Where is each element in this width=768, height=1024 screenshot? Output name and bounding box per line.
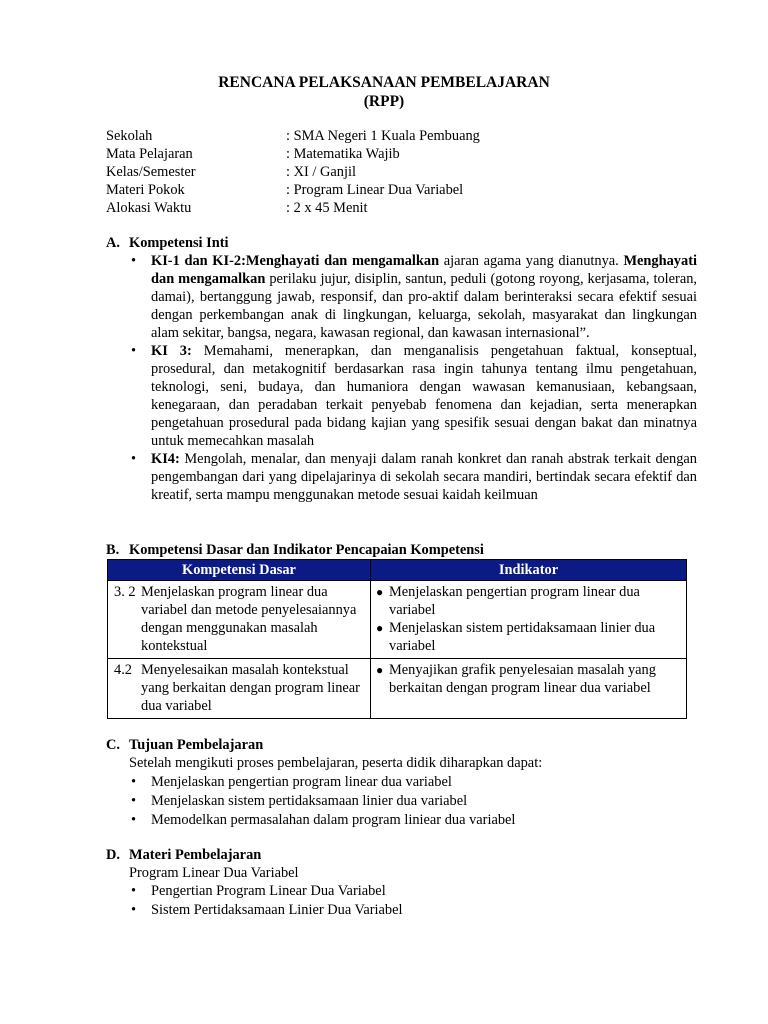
section-d-heading — [106, 846, 261, 864]
list-item-text: Memodelkan permasalahan dalam program liniear dua variabel — [151, 812, 516, 828]
ki-text: Memahami, menerapkan, dan menganalisis pengetahuan faktual, konseptual, prosedural, dan metakognitif berdasarkan rasa ingin tahunya tentang ilmu pengetahuan, teknologi, seni, budaya, dan humaniora dengan wawasan kemanusiaan, kebangsaan, kenegaraan, dan peradaban terkait penyebab fenomena dan kejadian, serta menerapkan pengetahuan prosedural pada bidang kajian yang spesifik sesuai dengan bakat dan minatnya untuk memecahkan masalah — [151, 343, 697, 449]
bullet-icon: • — [131, 812, 137, 828]
bullet-icon: • — [131, 774, 137, 790]
column-header-kompetensi-dasar: Kompetensi Dasar — [108, 560, 371, 581]
title-line-1: RENCANA PELAKSANAAN PEMBELAJARAN — [218, 74, 550, 91]
indikator-item — [377, 583, 680, 619]
column-header-indikator: Indikator — [371, 560, 687, 581]
ki-item-4 — [129, 450, 697, 504]
list-item-text: Sistem Pertidaksamaan Linier Dua Variabel — [151, 902, 403, 918]
bullet-icon: ● — [376, 621, 384, 635]
kd-number: 3. 2 — [114, 584, 136, 600]
section-letter: C. — [106, 737, 120, 753]
ki-item-3 — [129, 342, 697, 450]
info-label: Materi Pokok — [106, 182, 185, 198]
ki-list — [129, 252, 697, 504]
indikator-text: Menjelaskan pengertian program linear dua variabel — [389, 584, 640, 618]
table-row — [108, 659, 687, 719]
kd-text: Menjelaskan program linear dua variabel dan metode penyelesaiannya dengan menggunakan masalah kontekstual — [141, 584, 357, 654]
info-value: : Matematika Wajib — [286, 146, 400, 162]
info-value: : 2 x 45 Menit — [286, 200, 368, 216]
section-title: Materi Pembelajaran — [129, 847, 262, 863]
kd-number: 4.2 — [114, 662, 132, 678]
ki-text: perilaku jujur, disiplin, santun, peduli (gotong royong, kerjasama, toleran, damai), bertanggung jawab, responsif, dan pro-aktif dalam berinteraksi secara efektif sesuai dengan perkembangan anak di lingkungan, keluarga, sekolah, masyarakat dan lingkungan alam sekitar, bangsa, negara, kawasan regional, dan kawasan internasional”. — [151, 271, 698, 341]
section-title: Kompetensi Inti — [129, 235, 229, 251]
ki-text: Mengolah, menalar, dan menyaji dalam ranah konkret dan ranah abstrak terkait dengan pengembangan dari yang dipelajarinya di sekolah secara mandiri, bertindak secara efektif dan kreatif, serta mampu menggunakan metode sesuai kaidah keilmuan — [151, 451, 697, 503]
info-row-sekolah — [106, 127, 480, 145]
section-a-heading — [106, 234, 229, 252]
bullet-icon: ● — [376, 585, 384, 599]
info-row-kelas-semester — [106, 163, 480, 181]
section-d-intro: Program Linear Dua Variabel — [129, 865, 299, 881]
info-row-alokasi-waktu — [106, 199, 480, 217]
tujuan-list — [129, 773, 515, 830]
info-row-materi-pokok — [106, 181, 480, 199]
bullet-icon: • — [131, 451, 137, 467]
info-label: Sekolah — [106, 128, 153, 144]
section-letter: A. — [106, 235, 120, 251]
bullet-icon: ● — [376, 663, 384, 677]
kd-indikator-table — [107, 559, 687, 719]
list-item — [129, 811, 515, 830]
list-item — [129, 901, 403, 920]
list-item-text: Menjelaskan sistem pertidaksamaan linier dua variabel — [151, 793, 468, 809]
section-letter: B. — [106, 542, 120, 558]
list-item — [129, 792, 515, 811]
indikator-item — [377, 661, 680, 697]
ki-text: ajaran agama yang dianutnya. — [439, 253, 624, 269]
list-item — [129, 882, 403, 901]
info-value: : XI / Ganjil — [286, 164, 356, 180]
section-title: Kompetensi Dasar dan Indikator Pencapaian Kompetensi — [129, 542, 484, 558]
table-row — [108, 581, 687, 659]
info-label: Alokasi Waktu — [106, 200, 192, 216]
ki-emphasis: Menghayati dan mengamalkan — [151, 253, 697, 287]
indikator-text: Menjelaskan sistem pertidaksamaan linier dua variabel — [389, 620, 656, 654]
kd-cell — [108, 659, 371, 719]
kd-cell — [108, 581, 371, 659]
list-item-text: Pengertian Program Linear Dua Variabel — [151, 883, 386, 899]
indikator-cell — [371, 581, 687, 659]
bullet-icon: • — [131, 902, 137, 918]
title-line-2: (RPP) — [363, 93, 405, 110]
info-label: Kelas/Semester — [106, 164, 196, 180]
ki-item-1-2 — [129, 252, 697, 342]
section-letter: D. — [106, 847, 120, 863]
bullet-icon: • — [131, 793, 137, 809]
indikator-item — [377, 619, 680, 655]
ki-label: KI 3: — [151, 343, 192, 359]
info-label: Mata Pelajaran — [106, 146, 193, 162]
ki-label: KI4: — [151, 451, 180, 467]
indikator-text: Menyajikan grafik penyelesaian masalah yang berkaitan dengan program linear dua variabel — [389, 662, 656, 696]
table-header-row — [108, 560, 687, 581]
info-value: : SMA Negeri 1 Kuala Pembuang — [286, 128, 480, 144]
section-c-heading — [106, 736, 263, 754]
ki-label: KI-1 dan KI-2:Menghayati dan mengamalkan — [151, 253, 440, 269]
section-b-heading — [106, 541, 484, 559]
document-title — [0, 73, 768, 111]
list-item-text: Menjelaskan pengertian program linear dua variabel — [151, 774, 452, 790]
section-c-intro: Setelah mengikuti proses pembelajaran, peserta didik diharapkan dapat: — [129, 755, 543, 771]
section-title: Tujuan Pembelajaran — [129, 737, 264, 753]
kd-text: Menyelesaikan masalah kontekstual yang berkaitan dengan program linear dua variabel — [141, 662, 360, 714]
indikator-cell — [371, 659, 687, 719]
list-item — [129, 773, 515, 792]
bullet-icon: • — [131, 883, 137, 899]
identity-block — [106, 127, 480, 217]
bullet-icon: • — [131, 253, 137, 269]
bullet-icon: • — [131, 343, 137, 359]
info-row-mata-pelajaran — [106, 145, 480, 163]
info-value: : Program Linear Dua Variabel — [286, 182, 464, 198]
materi-list — [129, 882, 403, 920]
